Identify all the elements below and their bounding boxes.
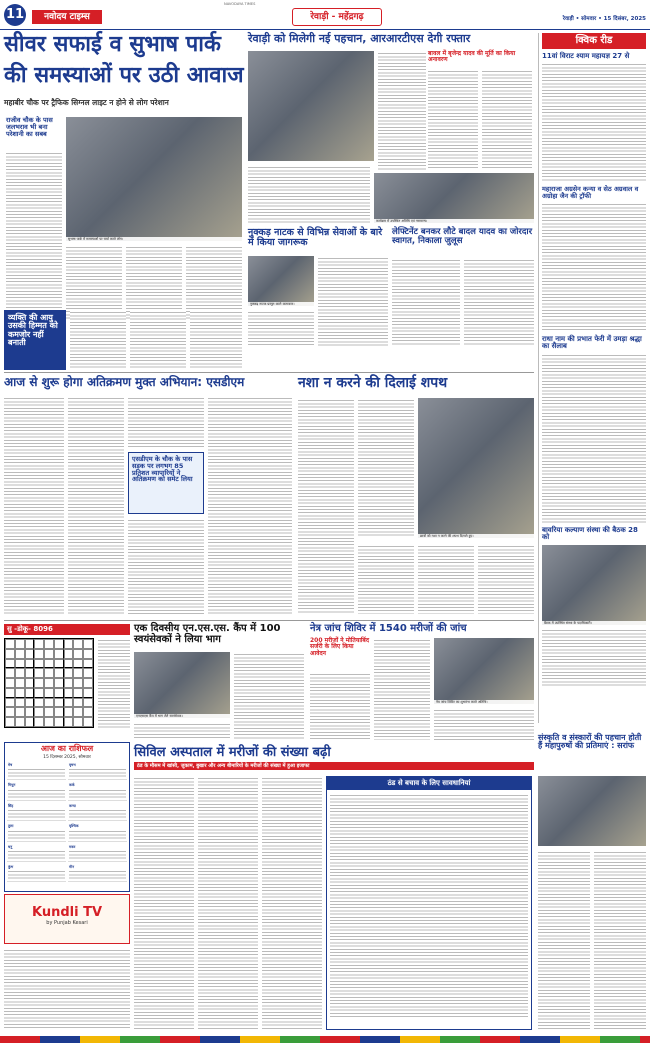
- rashi-sign: वृश्चिक: [69, 824, 79, 829]
- quote-side-text: [70, 310, 126, 370]
- rashi-item: [7, 803, 66, 821]
- kundli-ad: [4, 894, 130, 944]
- callout-text: एसडीएम के चौक के पास सड़क पर लगभग 85 प्रतिशत व्यापारियों ने अतिक्रमण को समेट लिया: [132, 455, 193, 484]
- rashi-sign: कन्या: [69, 803, 76, 808]
- rashi-item: [7, 823, 66, 841]
- sudoku-box: [4, 624, 130, 734]
- lead-story: [4, 33, 244, 323]
- sudoku-cell[interactable]: [5, 639, 15, 649]
- sudoku-cell[interactable]: [44, 659, 54, 669]
- sudoku-cell[interactable]: [44, 649, 54, 659]
- rashifal-grid: [5, 760, 129, 884]
- sudoku-cell[interactable]: [83, 717, 93, 727]
- sudoku-cell[interactable]: [15, 717, 25, 727]
- lead-side-head: राजीव चौक के पास जलभराव भी बना परेशानी का सबब: [6, 116, 53, 138]
- story-nukkad: [248, 228, 388, 348]
- quote-box: [4, 310, 66, 370]
- sudoku-cell[interactable]: [73, 649, 83, 659]
- sudoku-cell[interactable]: [73, 717, 83, 727]
- story-rrts-photo-2: [374, 173, 534, 223]
- sudoku-cell[interactable]: [44, 639, 54, 649]
- story-nss-photo-caption: एनएसएस कैंप में भाग लेते स्वयंसेवक।: [134, 714, 230, 718]
- lead-photo: [66, 117, 242, 241]
- precautions-title: ठंड से बचाव के लिए सावधानियां: [327, 777, 531, 790]
- sudoku-cell[interactable]: [34, 717, 44, 727]
- story-encroach: [4, 376, 294, 616]
- story-hospital-subbar: ठंड के मौसम में खांसी, जुकाम, बुखार और अन्य बीमारियों के मरीजों की संख्या में हुआ इजाफा: [134, 762, 534, 770]
- rashi-sign: वृषभ: [69, 763, 76, 767]
- story-encroach-text-1: [4, 396, 64, 614]
- rashi-sign: सिंह: [8, 803, 14, 808]
- story-badal-text-1: [392, 258, 460, 346]
- story-rrts-text-3: [482, 69, 532, 169]
- sudoku-cell[interactable]: [25, 668, 35, 678]
- sudoku-cell[interactable]: [64, 707, 74, 717]
- sudoku-cell[interactable]: [44, 668, 54, 678]
- sudoku-cell[interactable]: [5, 717, 15, 727]
- rashi-sign: कुंभ: [8, 865, 14, 870]
- sudoku-cell[interactable]: [64, 688, 74, 698]
- sudoku-cell[interactable]: [64, 678, 74, 688]
- sudoku-grid[interactable]: [4, 638, 94, 728]
- story-sanskriti-text-1: [538, 850, 590, 1030]
- precautions-text: [330, 793, 528, 1019]
- story-sanskriti-headline: संस्कृति व संस्कारों की पहचान होती हैं महापुरुषों की प्रतिमाएं : सरांफ: [538, 733, 642, 751]
- sudoku-cell[interactable]: [54, 649, 64, 659]
- story-rrts-text-2: [428, 69, 478, 169]
- sudoku-cell[interactable]: [64, 668, 74, 678]
- story-nasha-photo: [418, 398, 534, 538]
- qr-item1-head: 11वां विराट श्याम महायज्ञ 27 से: [542, 52, 630, 60]
- story-eye-text-2: [374, 638, 430, 740]
- story-encroach-text-3: [128, 396, 204, 448]
- qr-item3-text: [542, 353, 646, 523]
- sudoku-cell[interactable]: [34, 639, 44, 649]
- rashi-sign: तुला: [8, 824, 14, 829]
- sudoku-cell[interactable]: [5, 649, 15, 659]
- sudoku-cell[interactable]: [54, 688, 64, 698]
- story-nukkad-photo-caption: नुक्कड़ नाटक प्रस्तुत करते कलाकार।: [248, 302, 314, 306]
- sudoku-cell[interactable]: [54, 668, 64, 678]
- sudoku-cell[interactable]: [34, 678, 44, 688]
- lead-headline-1: सीवर सफाई व सुभाष पार्क: [4, 32, 221, 57]
- quick-read-title: क्विक रीड: [542, 33, 646, 49]
- story-encroach-text-2: [68, 396, 124, 614]
- story-rrts-subhead: बावल में बृजेन्द्र यादव की मूर्ति का किया अनावरण: [428, 50, 516, 64]
- story-hospital: [134, 746, 534, 1032]
- story-nasha: [298, 376, 534, 616]
- story-eye-sub: 200 मरीजों ने मोतियाबिंद सर्जरी के लिए किया आवेदन: [310, 637, 370, 657]
- rashi-item: [68, 762, 127, 780]
- sudoku-cell[interactable]: [73, 707, 83, 717]
- sudoku-cell[interactable]: [64, 717, 74, 727]
- sudoku-cell[interactable]: [15, 649, 25, 659]
- sudoku-instructions: [98, 638, 130, 728]
- rashi-item: [68, 803, 127, 821]
- sudoku-cell[interactable]: [73, 639, 83, 649]
- sudoku-cell[interactable]: [25, 698, 35, 708]
- sudoku-cell[interactable]: [73, 678, 83, 688]
- masthead: [0, 0, 650, 30]
- story-badal: [392, 228, 534, 348]
- qr-item4-text: [542, 628, 646, 688]
- story-sanskriti-text-2: [594, 850, 646, 1030]
- sudoku-cell[interactable]: [34, 649, 44, 659]
- sudoku-cell[interactable]: [44, 707, 54, 717]
- rashifal-title: आज का राशिफल: [40, 744, 94, 753]
- story-encroach-text-5: [208, 396, 292, 614]
- sudoku-cell[interactable]: [64, 698, 74, 708]
- sudoku-cell[interactable]: [83, 688, 93, 698]
- rashi-sign: मेष: [8, 763, 13, 767]
- story-badal-text-2: [464, 258, 534, 346]
- story-nasha-text-1: [298, 398, 354, 614]
- story-nukkad-text-2: [248, 310, 314, 346]
- story-encroach-headline: आज से शुरू होगा अतिक्रमण मुक्त अभियान: एसडीएम: [4, 375, 245, 389]
- story-nukkad-headline: नुक्कड़ नाटक से विभिन्न सेवाओं के बारे में किया जागरूक: [248, 227, 383, 248]
- kundli-brand: Kundli TV: [31, 905, 103, 920]
- lead-photo-caption: सुभाष पार्क में समस्याओं पर चर्चा करते लोग।: [66, 237, 242, 241]
- sudoku-cell[interactable]: [25, 649, 35, 659]
- story-rrts: [248, 33, 534, 223]
- story-eye-photo: [434, 638, 534, 704]
- sudoku-cell[interactable]: [54, 707, 64, 717]
- story-encroach-callout: [128, 452, 204, 514]
- rashi-item: [68, 864, 127, 882]
- sudoku-cell[interactable]: [5, 659, 15, 669]
- story-nss: [134, 624, 306, 742]
- sudoku-cell[interactable]: [15, 688, 25, 698]
- story-nasha-headline: नशा न करने की दिलाई शपथ: [298, 375, 448, 391]
- lead-headline-2: की समस्याओं पर उठी आवाज: [4, 63, 244, 88]
- sudoku-cell[interactable]: [73, 688, 83, 698]
- qr-item3-head: राधा नाम की प्रभात फेरी में उमड़ा श्रद्धा का सैलाब: [542, 334, 642, 351]
- sudoku-cell[interactable]: [15, 639, 25, 649]
- page-number-badge: 11: [4, 4, 26, 26]
- story-sanskriti-photo: [538, 776, 646, 846]
- rashi-item: [68, 823, 127, 841]
- sudoku-cell[interactable]: [44, 688, 54, 698]
- quote-side-text-2: [130, 310, 186, 370]
- ad-below-text: [4, 948, 130, 1030]
- rashi-item: [7, 864, 66, 882]
- rashi-sign: धनु: [8, 844, 13, 849]
- sudoku-cell[interactable]: [44, 717, 54, 727]
- story-nasha-text-3: [358, 544, 414, 614]
- story-eye-text-1: [310, 672, 370, 740]
- story-nasha-text-2: [358, 398, 414, 538]
- qr-photo-caption: बैठक में उपस्थित संस्था के पदाधिकारी।: [542, 621, 646, 625]
- rashi-sign: मिथुन: [8, 783, 16, 788]
- qr-item2-text: [542, 202, 646, 332]
- story-rrts-text-1: [378, 51, 426, 171]
- story-sanskriti: [538, 734, 646, 1032]
- sudoku-cell[interactable]: [73, 659, 83, 669]
- sudoku-cell[interactable]: [64, 659, 74, 669]
- sudoku-cell[interactable]: [34, 659, 44, 669]
- sudoku-cell[interactable]: [25, 659, 35, 669]
- bottom-strip: [0, 1036, 650, 1043]
- sudoku-cell[interactable]: [64, 649, 74, 659]
- rashi-item: [7, 762, 66, 780]
- sudoku-cell[interactable]: [83, 707, 93, 717]
- story-encroach-text-4: [128, 518, 204, 614]
- sudoku-cell[interactable]: [34, 668, 44, 678]
- sudoku-cell[interactable]: [5, 678, 15, 688]
- sudoku-cell[interactable]: [34, 698, 44, 708]
- story-nss-text-2: [134, 722, 230, 740]
- sudoku-cell[interactable]: [25, 717, 35, 727]
- qr-item4-head: बावरिया कल्याण संस्था की बैठक 28 को: [542, 525, 638, 541]
- sudoku-cell[interactable]: [15, 698, 25, 708]
- sudoku-cell[interactable]: [54, 659, 64, 669]
- paper-name: नवोदय टाइम्स: [32, 10, 102, 24]
- sudoku-cell[interactable]: [54, 639, 64, 649]
- kundli-tagline: by Punjab Kesari: [46, 920, 88, 926]
- sudoku-cell[interactable]: [54, 678, 64, 688]
- story-rrts-headline: रेवाड़ी को मिलेगी नई पहचान, आरआरटीएस देगी रफ्तार: [248, 32, 471, 45]
- rashi-item: [68, 844, 127, 862]
- story-eye-headline: नेत्र जांच शिविर में 1540 मरीजों की जांच: [310, 623, 467, 634]
- sudoku-cell[interactable]: [64, 639, 74, 649]
- sudoku-cell[interactable]: [34, 688, 44, 698]
- rashi-item: [68, 782, 127, 800]
- sudoku-cell[interactable]: [34, 707, 44, 717]
- sudoku-cell[interactable]: [73, 668, 83, 678]
- sudoku-cell[interactable]: [54, 717, 64, 727]
- story-eye-text-3: [434, 708, 534, 740]
- story-rrts-text-4: [248, 165, 370, 223]
- sudoku-cell[interactable]: [83, 668, 93, 678]
- precautions-box: [326, 776, 532, 1030]
- rashifal-date: 15 दिसम्बर 2025, सोमवार: [43, 755, 91, 760]
- sudoku-title: सु -डोकू- 8096: [4, 624, 130, 635]
- sudoku-cell[interactable]: [25, 707, 35, 717]
- story-nasha-text-5: [478, 544, 534, 614]
- rashi-sign: कर्क: [69, 783, 75, 788]
- rashi-item: [7, 844, 66, 862]
- story-nukkad-photo: [248, 256, 314, 306]
- sudoku-cell[interactable]: [44, 698, 54, 708]
- story-nss-headline: एक दिवसीय एन.एस.एस. कैंप में 100 स्वयंसेवकों ने लिया भाग: [134, 623, 281, 645]
- quick-read: [538, 33, 646, 723]
- sudoku-cell[interactable]: [83, 698, 93, 708]
- sudoku-cell[interactable]: [5, 668, 15, 678]
- sudoku-cell[interactable]: [25, 688, 35, 698]
- story-eye-photo-caption: नेत्र जांच शिविर का शुभारंभ करते अतिथि।: [434, 700, 534, 704]
- sudoku-cell[interactable]: [15, 668, 25, 678]
- story-nasha-text-4: [418, 544, 474, 614]
- story-rrts-photo: [248, 51, 374, 161]
- rashi-sign: मकर: [69, 844, 76, 849]
- sudoku-cell[interactable]: [54, 698, 64, 708]
- sudoku-cell[interactable]: [15, 678, 25, 688]
- rashi-sign: मीन: [69, 865, 75, 870]
- sudoku-cell[interactable]: [5, 688, 15, 698]
- story-hospital-text-2: [198, 776, 258, 1030]
- story-hospital-text-1: [134, 776, 194, 1030]
- story-hospital-headline: सिविल अस्पताल में मरीजों की संख्या बढ़ी: [134, 745, 331, 760]
- sudoku-cell[interactable]: [83, 659, 93, 669]
- quote-text: व्यक्ति की आयु उसकी हिम्मत को कमजोर नहीं बनाती: [8, 313, 58, 348]
- sudoku-cell[interactable]: [44, 678, 54, 688]
- story-nss-photo: [134, 652, 230, 718]
- qr-item1-text: [542, 62, 646, 182]
- rashifal-box: [4, 742, 130, 892]
- lead-text-col-1: [6, 151, 62, 321]
- sudoku-cell[interactable]: [73, 698, 83, 708]
- story-hospital-text-3: [262, 776, 322, 1030]
- story-eye-camp: [310, 624, 534, 742]
- story-rrts-photo-caption: कार्यक्रम में उपस्थित अतिथि एवं गणमान्य।: [374, 219, 534, 223]
- sudoku-cell[interactable]: [25, 639, 35, 649]
- sudoku-cell[interactable]: [15, 707, 25, 717]
- qr-item2-head: महाराजा अग्रसेन कन्या व सेठ अग्रवाल व अग्रोहा जैन की ट्रॉफी: [542, 185, 639, 201]
- story-nasha-photo-caption: छात्रों को नशा न करने की शपथ दिलाते हुए।: [418, 534, 534, 538]
- sudoku-cell[interactable]: [83, 639, 93, 649]
- sudoku-cell[interactable]: [5, 698, 15, 708]
- sudoku-cell[interactable]: [83, 678, 93, 688]
- sudoku-cell[interactable]: [5, 707, 15, 717]
- story-nukkad-text-1: [318, 256, 388, 346]
- date-line: रेवाड़ी • सोमवार • 15 दिसंबर, 2025: [562, 16, 646, 22]
- story-badal-headline: लेफ्टिनेंट बनकर लौटे बादल यादव का जोरदार स्वागत, निकाला जुलूस: [392, 227, 533, 246]
- qr-photo: [542, 545, 646, 625]
- section-title: रेवाड़ी - महेंद्रगढ़: [292, 8, 382, 26]
- story-nss-text-1: [234, 652, 304, 740]
- paper-sub: NAVODAYA TIMES: [224, 2, 256, 6]
- lead-subhead: महाबीर चौक पर ट्रैफिक सिग्नल लाइट न होने से लोग परेशान: [4, 98, 169, 107]
- quote-side-text-3: [190, 310, 242, 370]
- sudoku-cell[interactable]: [15, 659, 25, 669]
- sudoku-cell[interactable]: [83, 649, 93, 659]
- sudoku-cell[interactable]: [25, 678, 35, 688]
- rashi-item: [7, 782, 66, 800]
